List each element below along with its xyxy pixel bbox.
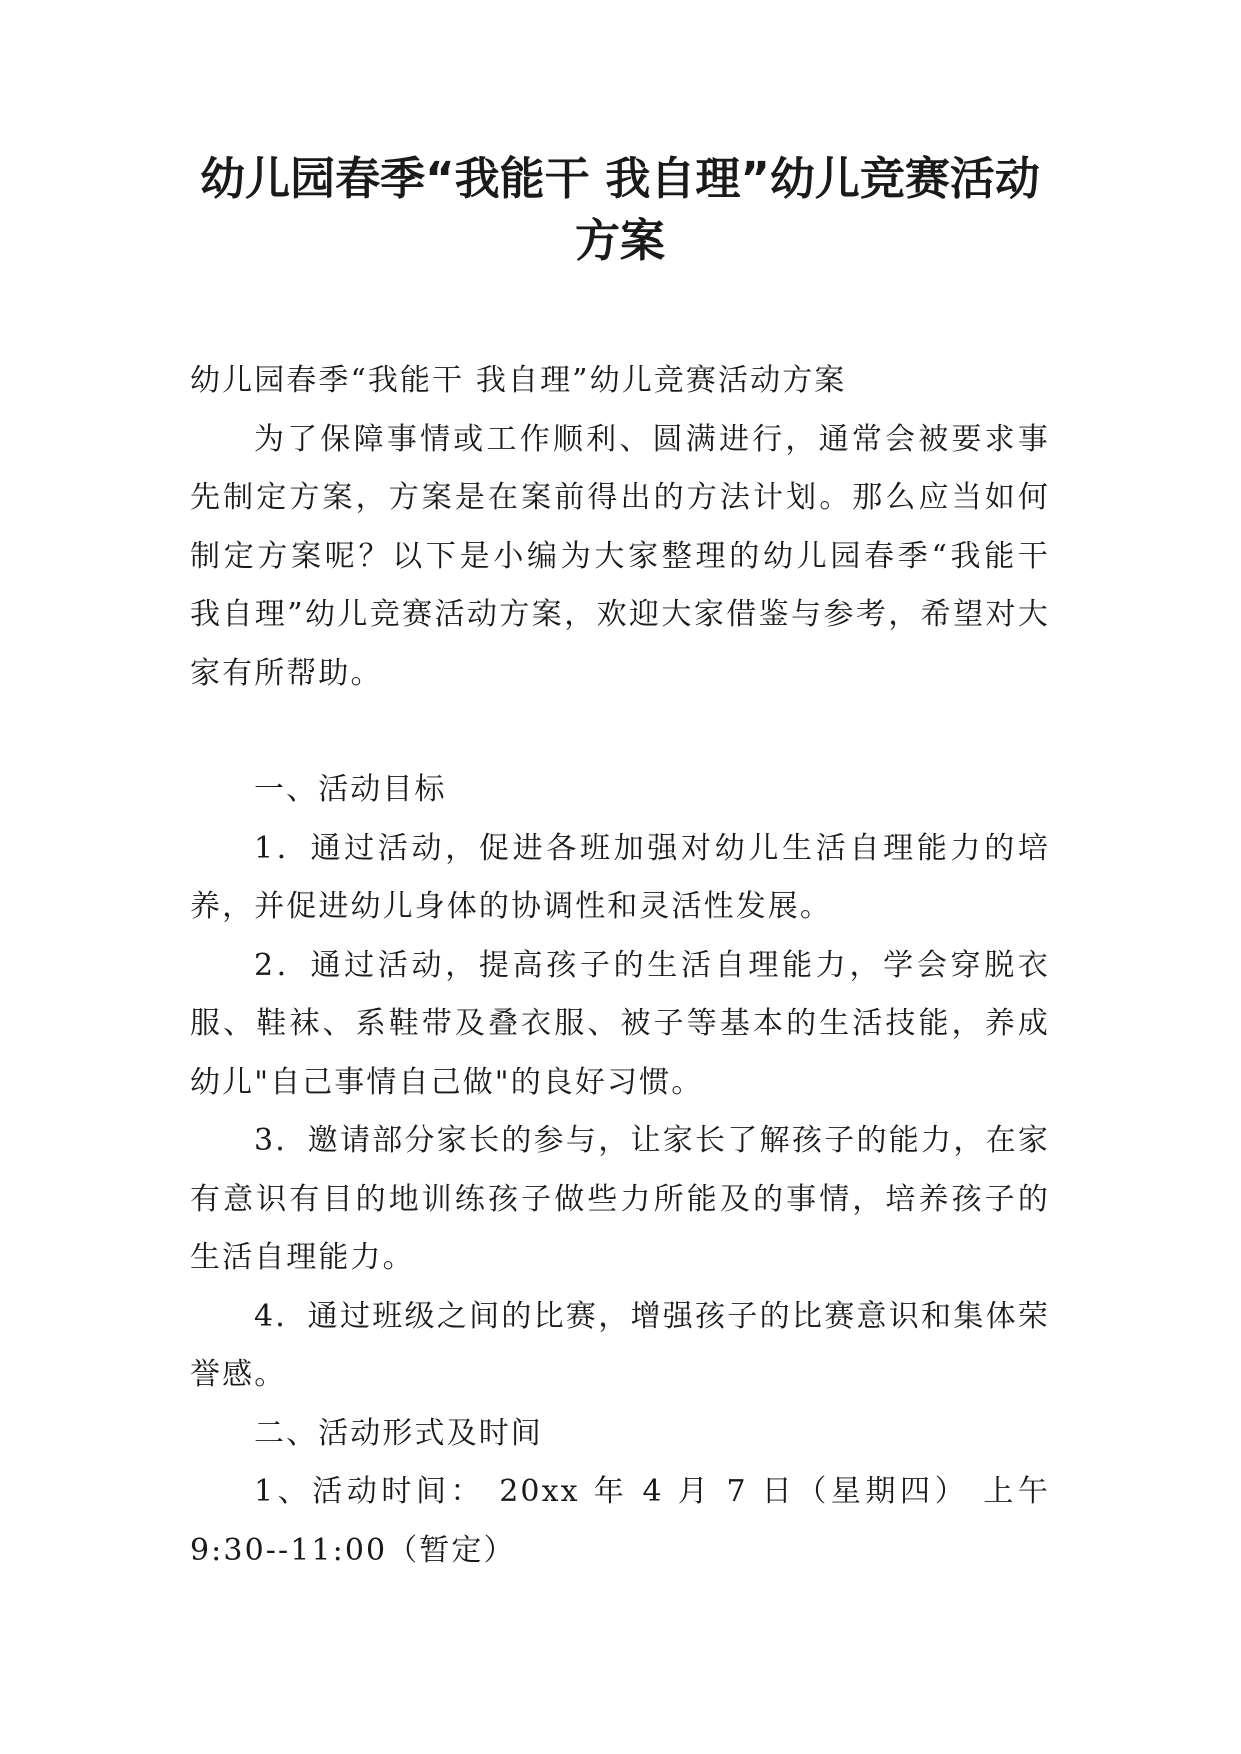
goal-item-2: 2．通过活动，提高孩子的生活自理能力，学会穿脱衣服、鞋袜、系鞋带及叠衣服、被子等基本的生活技能，养成幼儿"自己事情自己做"的良好习惯。 xyxy=(190,947,1050,1100)
goal-item-4: 4．通过班级之间的比赛，增强孩子的比赛意识和集体荣誉感。 xyxy=(190,1298,1050,1392)
document-title: 幼儿园春季“我能干 我自理”幼儿竞赛活动方案 xyxy=(200,152,1040,267)
document-subtitle: 幼儿园春季“我能干 我自理”幼儿竞赛活动方案 xyxy=(190,363,847,398)
goal-item-3: 3．邀请部分家长的参与，让家长了解孩子的能力，在家有意识有目的地训练孩子做些力所能及的事情，培养孩子的生活自理能力。 xyxy=(190,1123,1050,1275)
document-body xyxy=(190,352,1050,1580)
intro-paragraph: 为了保障事情或工作顺利、圆满进行，通常会被要求事先制定方案，方案是在案前得出的方法计划。那么应当如何制定方案呢？以下是小编为大家整理的幼儿园春季“我能干 我自理”幼儿竞赛活动方案，欢迎大家借鉴与参考，希望对大家有所帮助。 xyxy=(190,421,1050,691)
goal-item-1: 1．通过活动，促进各班加强对幼儿生活自理能力的培养，并促进幼儿身体的协调性和灵活性发展。 xyxy=(190,830,1050,924)
activity-time: 1、活动时间： 20xx 年 4 月 7 日（星期四） 上午 9:30--11:00（暂定） xyxy=(190,1474,1050,1568)
section-heading-format-time: 二、活动形式及时间 xyxy=(254,1415,543,1451)
section-heading-goals: 一、活动目标 xyxy=(254,772,447,807)
paragraph-spacer xyxy=(190,703,1050,761)
